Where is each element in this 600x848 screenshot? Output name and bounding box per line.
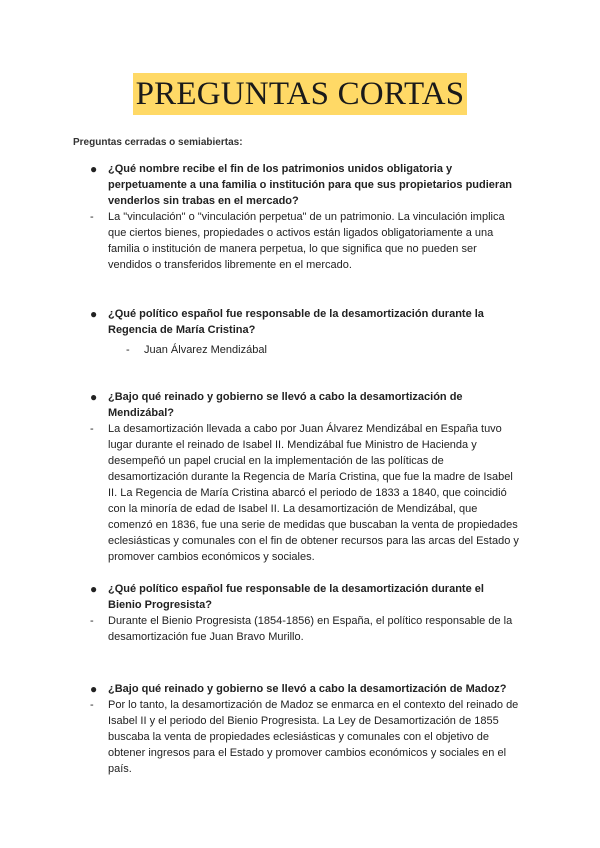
question-item	[88, 581, 520, 613]
question-text: ¿Qué político español fue responsable de la desamortización durante el Bienio Progresista?	[108, 583, 484, 611]
dash-icon: -	[90, 615, 94, 627]
dash-icon: -	[90, 211, 94, 223]
answer-text: Juan Álvarez Mendizábal	[144, 344, 267, 356]
question-item	[88, 681, 520, 697]
answer-item	[88, 342, 520, 358]
question-text: ¿Bajo qué reinado y gobierno se llevó a cabo la desamortización de Mendizábal?	[108, 391, 463, 419]
bullet-icon: ●	[90, 307, 98, 321]
question-text: ¿Bajo qué reinado y gobierno se llevó a cabo la desamortización de Madoz?	[108, 683, 507, 695]
question-block-4	[88, 581, 520, 645]
question-item	[88, 306, 520, 338]
bullet-icon: ●	[90, 682, 98, 696]
answer-text: La desamortización llevada a cabo por Juan Álvarez Mendizábal en España tuvo lugar durante el reinado de Isabel II. Mendizábal fue Ministro de Hacienda y desempeñó un papel crucial en la implementación de las políticas de desamortización durante la Regencia de María Cristina, que fue la madre de Isabel II. La Regencia de María Cristina abarcó el periodo de 1833 a 1840, que coincidió con la minoría de edad de Isabel II. La desamortización de Mendizábal, que comenzó en 1836, fue una serie de medidas que buscaban la venta de propiedades eclesiásticas y comunales con el fin de obtener recursos para las arcas del Estado y promover cambios económicos y sociales.	[108, 423, 519, 563]
question-item	[88, 161, 520, 209]
answer-text: Por lo tanto, la desamortización de Madoz se enmarca en el contexto del reinado de Isabel II y el periodo del Bienio Progresista. La Ley de Desamortización de 1855 buscaba la venta de propiedades eclesiásticas y comunales con el objetivo de obtener ingresos para el Estado y promover cambios económicos y sociales en el país.	[108, 699, 519, 775]
question-block-5	[88, 681, 520, 777]
bullet-icon: ●	[90, 390, 98, 404]
dash-icon: -	[90, 699, 94, 711]
answer-item	[88, 421, 520, 565]
answer-item	[88, 209, 520, 273]
question-block-1	[88, 161, 520, 273]
bullet-icon: ●	[90, 582, 98, 596]
answer-item	[88, 613, 520, 645]
answer-item	[88, 697, 520, 777]
dash-icon: -	[90, 423, 94, 435]
page-title: PREGUNTAS CORTAS	[133, 73, 468, 115]
answer-text: La "vinculación" o "vinculación perpetua" de un patrimonio. La vinculación implica que ciertos bienes, propiedades o activos están ligados obligatoriamente a una familia o institución de manera perpetua, lo que significa que no pueden ser vendidos o transferidos libremente en el mercado.	[108, 211, 505, 271]
question-item	[88, 389, 520, 421]
section-subtitle: Preguntas cerradas o semiabiertas:	[73, 137, 243, 148]
question-text: ¿Qué nombre recibe el fin de los patrimonios unidos obligatoria y perpetuamente a una familia o institución para que sus propietarios pudieran venderlos sin trabas en el mercado?	[108, 163, 513, 207]
answer-text: Durante el Bienio Progresista (1854-1856) en España, el político responsable de la desamortización fue Juan Bravo Murillo.	[108, 615, 513, 643]
bullet-icon: ●	[90, 162, 98, 176]
title-wrapper	[0, 73, 600, 115]
question-block-2	[88, 306, 520, 358]
question-block-3	[88, 389, 520, 565]
dash-icon: -	[126, 344, 130, 356]
question-text: ¿Qué político español fue responsable de la desamortización durante la Regencia de María Cristina?	[108, 308, 484, 336]
